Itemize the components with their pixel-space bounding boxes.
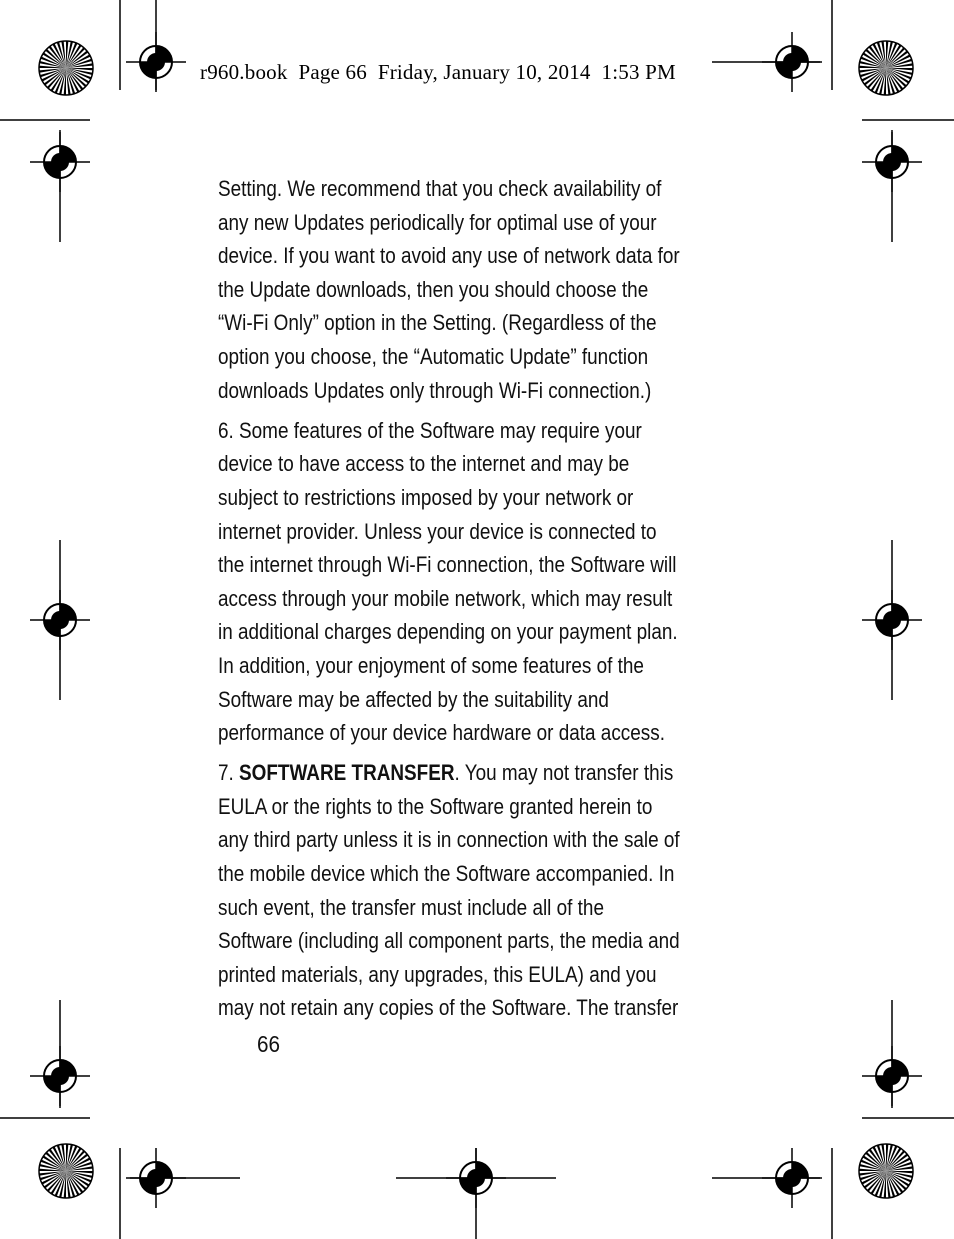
- star-target-wedge: [66, 68, 93, 70]
- text-line: Software may be affected by the suitability and: [218, 686, 609, 712]
- star-target-icon: [39, 41, 93, 95]
- star-target-wedge: [884, 1171, 886, 1198]
- text-line: Software (including all component parts, the media and: [218, 928, 680, 954]
- registration-mark-icon: [126, 32, 186, 92]
- text-line: Setting. We recommend that you check availability of: [218, 176, 662, 201]
- text-line: any new Updates periodically for optimal use of your: [218, 209, 657, 235]
- text-line: device. If you want to avoid any use of network data for: [218, 243, 680, 269]
- text-line: subject to restrictions imposed by your network or: [218, 484, 634, 510]
- star-target-wedge: [859, 1169, 886, 1171]
- star-target-wedge: [39, 1169, 66, 1171]
- registration-mark-icon: [762, 1148, 822, 1208]
- star-target-wedge: [64, 1171, 66, 1198]
- paragraph-setting: [218, 172, 764, 407]
- star-target-wedge: [66, 41, 68, 68]
- star-target-wedge: [66, 1171, 93, 1173]
- text-line: EULA or the rights to the Software granted herein to: [218, 793, 653, 819]
- star-target-wedge: [859, 66, 886, 68]
- text-line: device to have access to the internet and may be: [218, 451, 630, 477]
- text-line: the internet through Wi-Fi connection, the Software will: [218, 552, 677, 578]
- star-target-wedge: [884, 68, 886, 95]
- text-line: printed materials, any upgrades, this EULA) and you: [218, 961, 657, 987]
- text-line: access through your mobile network, which may result: [218, 585, 673, 611]
- page-number: 66: [257, 1031, 281, 1057]
- text-line: the Update downloads, then you should choose the: [218, 276, 649, 302]
- registration-mark-icon: [862, 132, 922, 192]
- item-number: 7.: [218, 760, 240, 786]
- print-slug: r960.book Page 66 Friday, January 10, 2014 1:53 PM: [200, 60, 676, 84]
- registration-mark-icon: [862, 1046, 922, 1106]
- star-target-icon: [39, 1144, 93, 1198]
- text-line: option you choose, the “Automatic Update” function: [218, 343, 649, 369]
- text-line: such event, the transfer must include all of the: [218, 894, 604, 920]
- star-target-wedge: [66, 1144, 68, 1171]
- star-target-wedge: [886, 1171, 913, 1173]
- text-line: performance of your device hardware or data access.: [218, 720, 665, 746]
- paragraph-7-software-transfer: [218, 756, 764, 1025]
- body-text: [218, 172, 688, 1032]
- text-line: [218, 756, 764, 790]
- registration-mark-icon: [126, 1148, 186, 1208]
- star-target-wedge: [39, 66, 66, 68]
- paragraph-6: [218, 414, 764, 750]
- registration-mark-icon: [446, 1148, 506, 1208]
- text-line: In addition, your enjoyment of some features of the: [218, 652, 644, 678]
- text-line: downloads Updates only through Wi-Fi connection.): [218, 377, 652, 403]
- text-line: internet provider. Unless your device is connected to: [218, 518, 657, 544]
- text-line: in additional charges depending on your payment plan.: [218, 619, 678, 645]
- registration-mark-icon: [30, 590, 90, 650]
- star-target-icon: [859, 1144, 913, 1198]
- registration-mark-icon: [762, 32, 822, 92]
- text-line: “Wi-Fi Only” option in the Setting. (Regardless of the: [218, 310, 657, 336]
- text-run: . You may not transfer this: [454, 760, 674, 786]
- registration-mark-icon: [30, 132, 90, 192]
- section-heading: SOFTWARE TRANSFER: [239, 760, 455, 786]
- registration-mark-icon: [30, 1046, 90, 1106]
- star-target-wedge: [886, 1144, 888, 1171]
- star-target-wedge: [886, 41, 888, 68]
- registration-mark-icon: [862, 590, 922, 650]
- text-line: the mobile device which the Software accompanied. In: [218, 861, 675, 887]
- star-target-wedge: [64, 68, 66, 95]
- star-target-wedge: [886, 68, 913, 70]
- text-line: may not retain any copies of the Software. The transfer: [218, 995, 679, 1021]
- text-line: 6. Some features of the Software may require your: [218, 417, 642, 443]
- text-line: any third party unless it is in connection with the sale of: [218, 827, 680, 853]
- star-target-icon: [859, 41, 913, 95]
